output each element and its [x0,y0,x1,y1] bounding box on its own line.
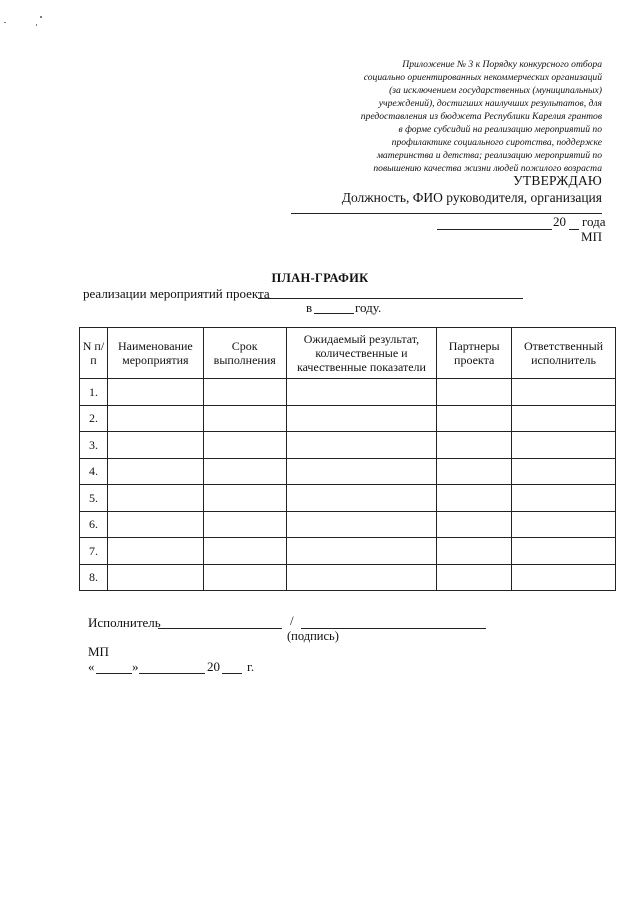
cell-deadline[interactable] [203,511,286,538]
cell-result[interactable] [286,485,437,512]
cell-event[interactable] [107,485,203,512]
appendix-line: повышению качества жизни людей пожилого возраста [373,163,602,174]
plan-table [79,327,616,591]
cell-event[interactable] [107,432,203,459]
table-row [80,564,616,591]
executor-signature-line[interactable] [158,628,282,629]
cell-partners[interactable] [437,564,512,591]
date-year-suffix: г. [247,659,255,674]
cell-result[interactable] [286,432,437,459]
approval-position-line: Должность, ФИО руководителя, организация [341,190,602,205]
row-number: 5. [80,485,108,512]
date-year-prefix: 20 [207,659,220,674]
table-row [80,379,616,406]
footer-stamp: МП [88,644,109,659]
cell-deadline[interactable] [203,405,286,432]
date-open-quote: « [88,659,95,674]
row-number: 2. [80,405,108,432]
cell-event[interactable] [107,405,203,432]
row-number: 1. [80,379,108,406]
cell-responsible[interactable] [512,379,616,406]
approval-year-suffix: года [582,214,606,229]
cell-deadline[interactable] [203,485,286,512]
cell-responsible[interactable] [512,432,616,459]
scan-speck [40,16,42,18]
cell-event[interactable] [107,564,203,591]
appendix-line: социально ориентированных некоммерческих организаций [363,72,602,83]
appendix-line: (за исключением государственных (муниципальных) [389,85,602,96]
appendix-line: материнства и детства; реализацию мероприятий по [376,150,602,161]
cell-result[interactable] [286,379,437,406]
table-row [80,458,616,485]
cell-event[interactable] [107,511,203,538]
cell-partners[interactable] [437,511,512,538]
appendix-note [302,58,602,175]
cell-partners[interactable] [437,458,512,485]
cell-result[interactable] [286,458,437,485]
cell-result[interactable] [286,511,437,538]
date-month-line[interactable] [139,673,205,674]
col-header-responsible: Ответственный исполнитель [512,328,616,379]
table-row [80,405,616,432]
executor-label: Исполнитель [88,615,161,630]
date-day-line[interactable] [96,673,132,674]
approval-year-prefix: 20 [553,214,566,229]
cell-event[interactable] [107,538,203,565]
cell-event[interactable] [107,379,203,406]
date-close-quote: » [132,659,139,674]
cell-deadline[interactable] [203,564,286,591]
cell-partners[interactable] [437,405,512,432]
cell-result[interactable] [286,405,437,432]
cell-deadline[interactable] [203,538,286,565]
col-header-number: N п/п [80,328,108,379]
col-header-deadline: Срок выполнения [203,328,286,379]
plan-year-line[interactable] [314,313,354,314]
year-in-label: в [306,300,313,315]
project-name-line[interactable] [258,298,523,299]
cell-deadline[interactable] [203,458,286,485]
appendix-line: Приложение № 3 к Порядку конкурсного отбора [402,59,602,70]
appendix-line: профилактике социального сиротства, поддержке [391,137,602,148]
cell-event[interactable] [107,458,203,485]
cell-result[interactable] [286,564,437,591]
cell-partners[interactable] [437,485,512,512]
cell-responsible[interactable] [512,458,616,485]
scan-speck [4,22,6,23]
cell-responsible[interactable] [512,538,616,565]
cell-partners[interactable] [437,432,512,459]
appendix-line: учреждений), достигших наилучших результатов, для [378,98,602,109]
row-number: 7. [80,538,108,565]
year-word: году. [355,300,382,315]
approval-year-blank[interactable] [569,229,579,230]
appendix-line: предоставления из бюджета Республики Карелия грантов [360,111,602,122]
cell-deadline[interactable] [203,432,286,459]
appendix-line: в форме субсидий на реализацию мероприятий по [398,124,602,135]
table-row [80,485,616,512]
row-number: 4. [80,458,108,485]
scan-speck [36,24,37,26]
cell-responsible[interactable] [512,511,616,538]
approval-date-line[interactable] [437,229,552,230]
table-row [80,511,616,538]
plan-title: ПЛАН-ГРАФИК [271,271,369,285]
row-number: 3. [80,432,108,459]
approval-stamp: МП [581,229,602,244]
cell-partners[interactable] [437,379,512,406]
col-header-expected-result: Ожидаемый результат, количественные и качественные показатели [286,328,437,379]
cell-responsible[interactable] [512,485,616,512]
cell-partners[interactable] [437,538,512,565]
approval-title: УТВЕРЖДАЮ [513,173,602,188]
row-number: 8. [80,564,108,591]
table-row [80,432,616,459]
approval-block [342,172,602,206]
date-year-line[interactable] [222,673,242,674]
col-header-event-name: Наименование мероприятия [107,328,203,379]
cell-result[interactable] [286,538,437,565]
col-header-partners: Партнеры проекта [437,328,512,379]
cell-responsible[interactable] [512,405,616,432]
row-number: 6. [80,511,108,538]
cell-responsible[interactable] [512,564,616,591]
project-label: реализации мероприятий проекта [83,286,270,301]
table-row [80,538,616,565]
signature-hint: (подпись) [287,629,339,643]
table-header-row [80,328,616,379]
cell-deadline[interactable] [203,379,286,406]
signature-slash: / [290,613,294,628]
